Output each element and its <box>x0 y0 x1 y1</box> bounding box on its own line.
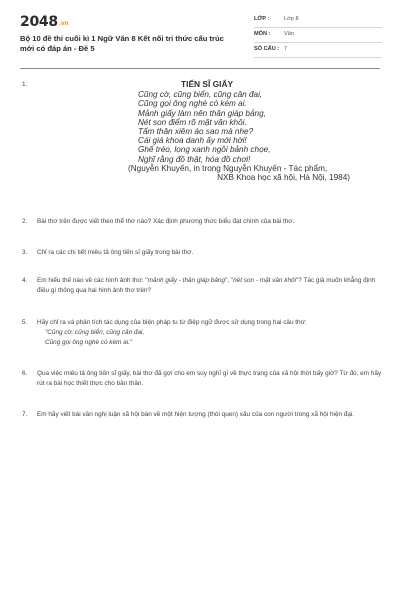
meta-label: LỚP : <box>254 16 270 22</box>
question-text <box>37 276 382 296</box>
poem-line: Nghĩ rằng đồ thật, hóa đồ chơi! <box>138 154 251 164</box>
meta-row-class <box>254 14 382 28</box>
poem-line: Nét son điểm rõ mặt văn khôi. <box>138 117 247 127</box>
question-number: 1. <box>22 81 28 88</box>
question-prompt: Hãy chỉ ra và phân tích tác dụng của biện pháp tu từ điệp ngữ được sử dụng trong hai câu thơ: <box>37 319 307 326</box>
text-segment: "? Tác giả muốn khẳng định điều gì thông qua hai hình ảnh thơ trên? <box>37 277 376 294</box>
quoted-verse: Cũng gọi ông nghè có kém ai." <box>45 339 133 346</box>
quoted-verse: "Cũng cờ, cũng biển, cũng cân đai, <box>45 329 145 336</box>
question-text: Qua việc miêu tả ông tiến sĩ giấy, bài thơ đã gợi cho em suy nghĩ gì về thực trạng của xã hội thời bấy giờ? Từ đó, em hãy rút ra bài học thiết thực cho bản thân. <box>37 370 382 387</box>
meta-row-subject <box>254 29 382 43</box>
poem-title: TIẾN SĨ GIẤY <box>181 79 234 89</box>
meta-row-count <box>254 44 382 58</box>
poem-line: Ghế tréo, lọng xanh ngồi bảnh chọe, <box>138 145 271 155</box>
meta-label: SỐ CÂU : <box>254 46 280 52</box>
meta-value: Văn <box>284 31 294 37</box>
meta-info <box>254 14 382 58</box>
question-text: Bài thơ trên được viết theo thể thơ nào? Xác định phương thức biểu đạt chính của bài thơ. <box>37 218 295 225</box>
italic-phrase: nét son - mặt văn khôi <box>233 277 296 284</box>
question-number: 7. <box>22 411 28 418</box>
document-title: Bộ 10 đề thi cuối kì 1 Ngữ Văn 8 Kết nối tri thức cấu trúc mới có đáp án - Đề 5 <box>20 34 224 53</box>
question-text <box>37 318 382 348</box>
site-logo[interactable] <box>20 14 68 30</box>
question-text: Em hãy viết bài văn nghị luận xã hội bàn về một hiện tượng (thói quen) xấu của con người trong xã hội hiện đại. <box>37 411 355 418</box>
italic-phrase: mảnh giấy - thân giáp bảng <box>147 277 226 284</box>
poem-line: Mảnh giấy làm nên thân giáp bảng, <box>138 108 266 118</box>
poem <box>128 80 388 182</box>
question-number: 6. <box>22 370 28 377</box>
header-divider <box>20 68 380 69</box>
poem-publisher: NXB Khoa học xã hội, Hà Nội, 1984) <box>217 173 350 183</box>
poem-line: Tấm thân xiêm áo sao mà nhẹ? <box>138 127 254 137</box>
question-number: 2. <box>22 218 28 225</box>
poem-source: (Nguyễn Khuyến, in trong Nguyễn Khuyến - Tác phẩm, <box>128 163 328 173</box>
poem-line: Cũng cờ, cũng biển, cũng cân đai, <box>138 90 263 100</box>
poem-line: Cái giá khoa danh ấy mới hời! <box>138 136 247 146</box>
poem-line: Cũng gọi ông nghè có kém ai. <box>138 99 247 109</box>
question-number: 5. <box>22 319 28 326</box>
meta-value: Lớp 8 <box>284 16 299 22</box>
meta-label: MÔN : <box>254 31 271 37</box>
question-number: 3. <box>22 249 28 256</box>
logo-tld: .vn <box>58 20 69 27</box>
question-number: 4. <box>22 277 28 284</box>
question-text: Chỉ ra các chi tiết miêu tả ông tiến sĩ giấy trong bài thơ. <box>37 249 194 256</box>
meta-value: 7 <box>284 46 288 52</box>
logo-text: 2048 <box>20 14 58 30</box>
page-header <box>0 0 400 62</box>
text-segment: ", " <box>225 277 234 284</box>
text-segment: Em hiểu thế nào về các hình ảnh thơ: " <box>37 277 148 284</box>
